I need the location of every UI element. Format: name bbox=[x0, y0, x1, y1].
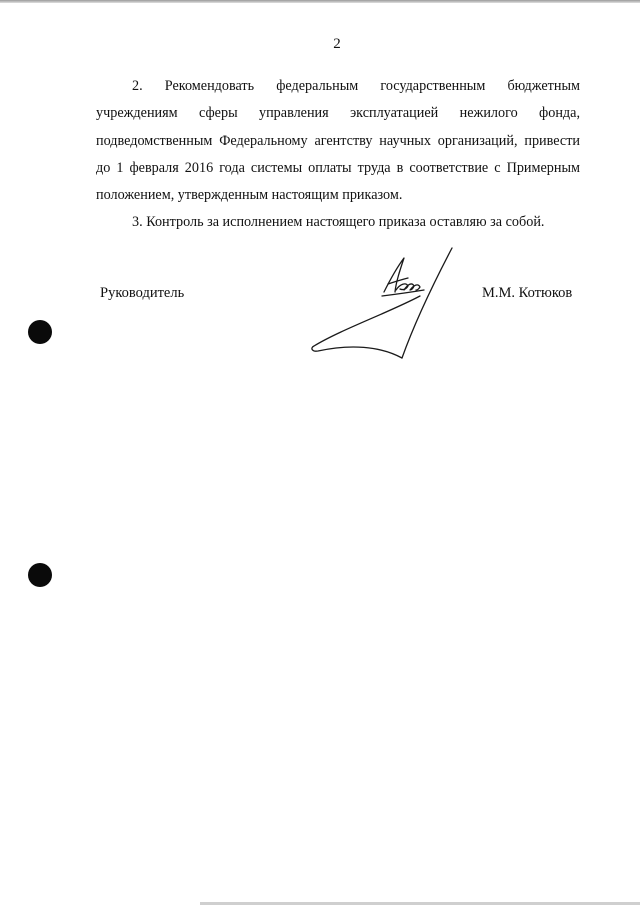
signatory-title: Руководитель bbox=[100, 285, 185, 301]
punch-hole bbox=[28, 320, 52, 344]
handwritten-signature bbox=[300, 240, 490, 365]
scan-top-edge bbox=[0, 0, 640, 3]
punch-hole bbox=[28, 563, 52, 587]
signatory-name: М.М. Котюков bbox=[482, 285, 573, 301]
paragraph-2: 2. Рекомендовать федеральным государственным бюджетным учреждениям сферы управления эксплуатацией нежилого фонда, подведомственным Федеральному агентству научных организаций, привести до 1 февраля 2016 года системы оплаты труда в соответствие с Примерным положением, утвержденным настоящим приказом. bbox=[96, 78, 580, 204]
page-number: 2 bbox=[333, 36, 341, 52]
paragraph-3: 3. Контроль за исполнением настоящего приказа оставляю за собой. bbox=[132, 214, 545, 231]
document-body bbox=[96, 73, 580, 237]
